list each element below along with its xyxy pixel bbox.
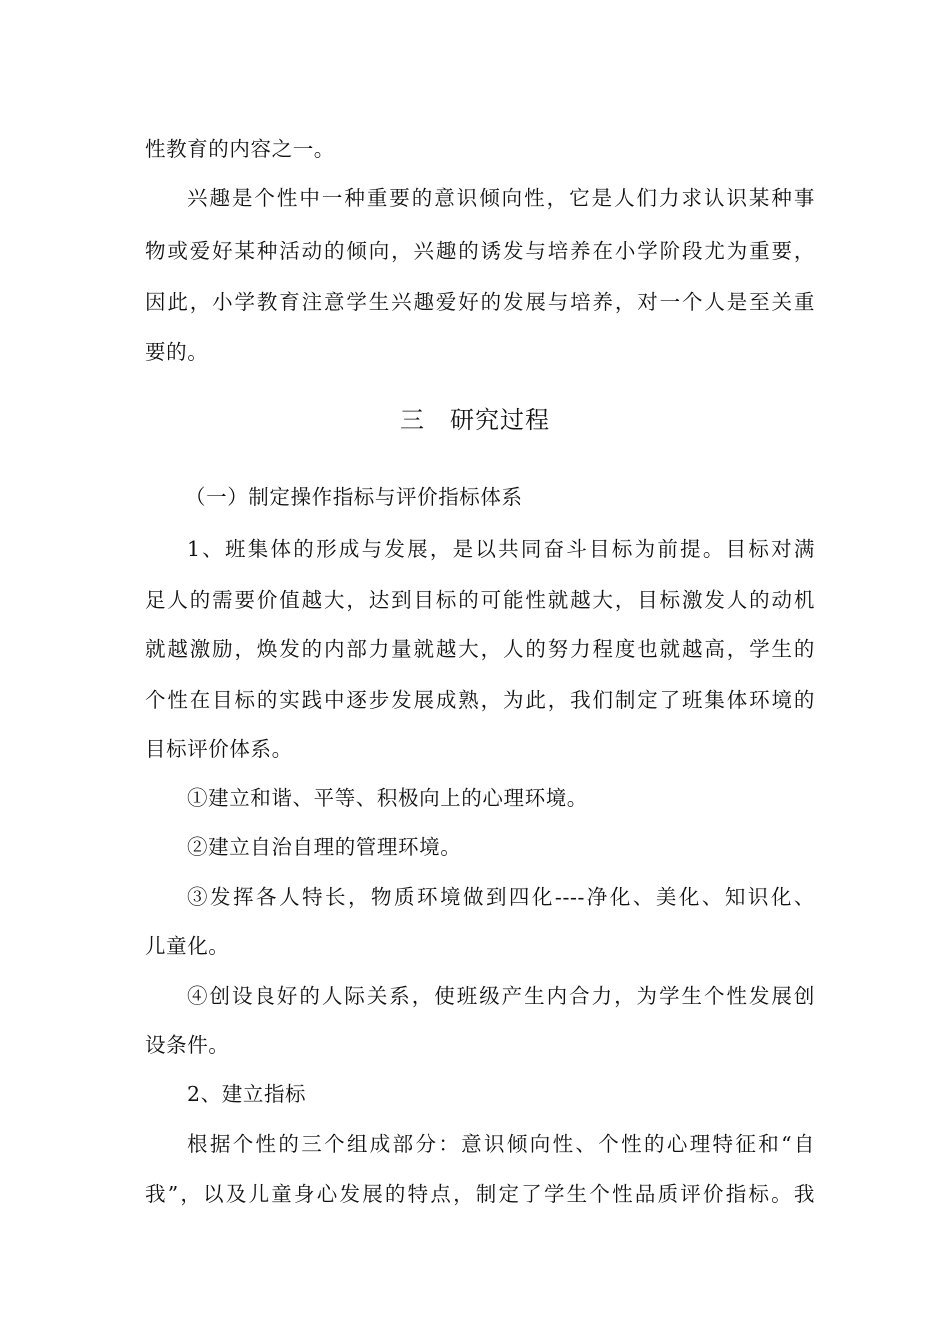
list-item-continuation: 设条件。 — [145, 1033, 230, 1057]
paragraph-line: 目标评价体系。 — [145, 737, 293, 761]
paragraph-line: 性教育的内容之一。 — [145, 137, 335, 161]
paragraph-line: 要的。 — [145, 340, 209, 364]
list-item: ②建立自治自理的管理环境。 — [187, 835, 462, 859]
subsection-heading: （一）制定操作指标与评价指标体系 — [185, 485, 523, 509]
list-item: ④创设良好的人际关系，使班级产生内合力，为学生个性发展创 — [187, 984, 815, 1008]
subsection-heading: 2、建立指标 — [187, 1082, 307, 1106]
paragraph-line: 就越激励，焕发的内部力量就越大，人的努力程度也就越高，学生的 — [145, 637, 815, 661]
section-heading: 三 研究过程 — [400, 406, 550, 434]
paragraph-line: 足人的需要价值越大，达到目标的可能性就越大，目标激发人的动机 — [145, 588, 815, 612]
list-item: ③发挥各人特长，物质环境做到四化----净化、美化、知识化、 — [187, 885, 815, 909]
paragraph-line: 根据个性的三个组成部分：意识倾向性、个性的心理特征和“自 — [187, 1132, 815, 1156]
list-item: ①建立和谐、平等、积极向上的心理环境。 — [187, 786, 588, 810]
paragraph-line: 1、班集体的形成与发展，是以共同奋斗目标为前提。目标对满 — [187, 537, 815, 561]
paragraph-line: 兴趣是个性中一种重要的意识倾向性，它是人们力求认识某种事 — [187, 186, 815, 210]
paragraph-line: 我”，以及儿童身心发展的特点，制定了学生个性品质评价指标。我 — [145, 1182, 815, 1206]
paragraph-line: 因此，小学教育注意学生兴趣爱好的发展与培养，对一个人是至关重 — [145, 290, 815, 314]
list-item-continuation: 儿童化。 — [145, 934, 230, 958]
paragraph-line: 个性在目标的实践中逐步发展成熟，为此，我们制定了班集体环境的 — [145, 688, 815, 712]
paragraph-line: 物或爱好某种活动的倾向，兴趣的诱发与培养在小学阶段尤为重要， — [145, 239, 815, 263]
